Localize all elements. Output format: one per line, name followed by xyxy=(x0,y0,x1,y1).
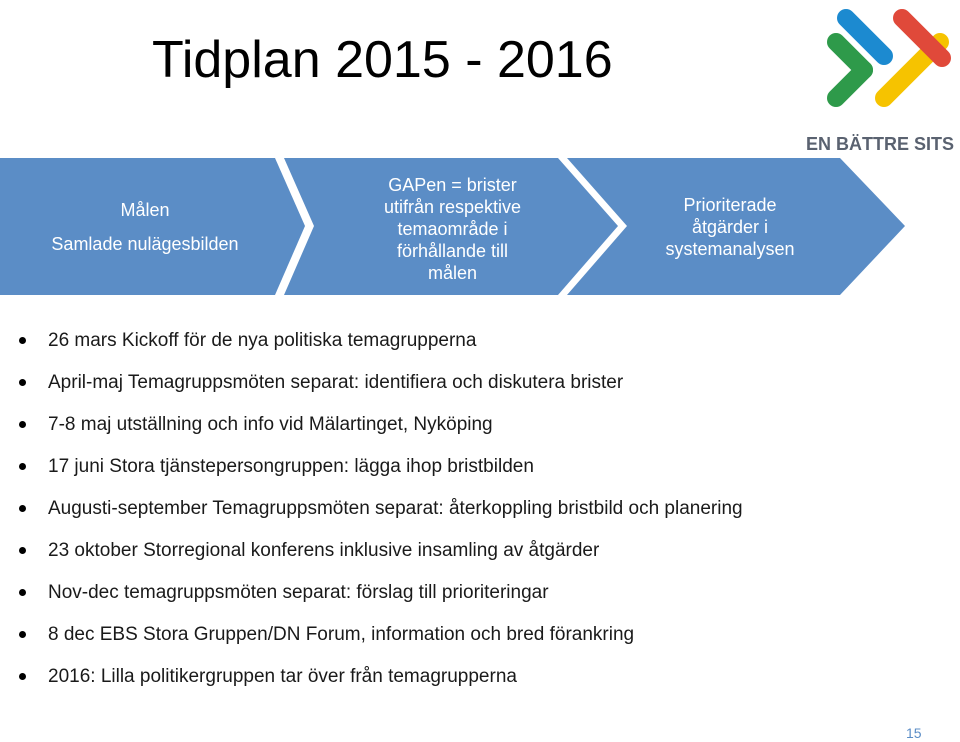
chevron-1-line-1: Målen xyxy=(120,199,170,220)
list-item xyxy=(0,614,900,656)
chevron-3-line-2: åtgärder i xyxy=(691,216,769,237)
chevron-2-line-4: förhållande till xyxy=(396,240,509,261)
list-item-text: Nov-dec temagruppsmöten separat: förslag till prioriteringar xyxy=(48,582,549,603)
schedule-list xyxy=(0,320,900,698)
process-chevrons xyxy=(0,158,905,295)
bullet-icon xyxy=(19,505,26,512)
chevron-2-line-5: målen xyxy=(427,262,478,283)
list-item xyxy=(0,488,900,530)
chevron-3-line-1: Prioriterade xyxy=(683,194,777,215)
chevron-2-line-2: utifrån respektive xyxy=(383,196,522,217)
ebs-logo-icon xyxy=(818,2,960,114)
bullet-icon xyxy=(19,337,26,344)
chevron-1-label xyxy=(10,158,280,295)
page-number: 15 xyxy=(906,725,922,741)
list-item-text: April-maj Temagruppsmöten separat: identifiera och diskutera brister xyxy=(48,372,624,393)
list-item xyxy=(0,656,900,698)
chevron-3-line-3: systemanalysen xyxy=(665,238,795,259)
bullet-icon xyxy=(19,421,26,428)
list-item xyxy=(0,446,900,488)
bullet-icon xyxy=(19,589,26,596)
list-item xyxy=(0,362,900,404)
chevron-3-label xyxy=(630,158,830,295)
chevron-2-line-1: GAPen = brister xyxy=(388,174,517,195)
bullet-icon xyxy=(19,379,26,386)
logo-green-stroke-2 xyxy=(836,42,864,70)
list-item-text: 23 oktober Storregional konferens inklusive insamling av åtgärder xyxy=(48,540,600,561)
bullet-icon xyxy=(19,631,26,638)
list-item-text: 17 juni Stora tjänstepersongruppen: lägga ihop bristbilden xyxy=(48,456,534,477)
list-item-text: 8 dec EBS Stora Gruppen/DN Forum, information och bred förankring xyxy=(48,624,635,645)
chevron-1-line-2: Samlade nulägesbilden xyxy=(51,233,239,254)
list-item-text: 7-8 maj utställning och info vid Mälartinget, Nyköping xyxy=(48,414,493,435)
slide-title: Tidplan 2015 - 2016 xyxy=(152,31,613,89)
list-item-text: Augusti-september Temagruppsmöten separat: återkoppling bristbild och planering xyxy=(48,498,743,519)
bullet-icon xyxy=(19,673,26,680)
list-item xyxy=(0,530,900,572)
list-item-text: 26 mars Kickoff för de nya politiska temagrupperna xyxy=(48,330,477,351)
list-item xyxy=(0,572,900,614)
bullet-icon xyxy=(19,547,26,554)
list-item-text: 2016: Lilla politikergruppen tar över från temagrupperna xyxy=(48,666,517,687)
list-item xyxy=(0,404,900,446)
bullet-icon xyxy=(19,463,26,470)
chevron-2-label xyxy=(320,160,585,297)
logo-text: EN BÄTTRE SITS xyxy=(806,134,955,154)
chevron-2-line-3: temaområde i xyxy=(397,218,508,239)
list-item xyxy=(0,320,900,362)
